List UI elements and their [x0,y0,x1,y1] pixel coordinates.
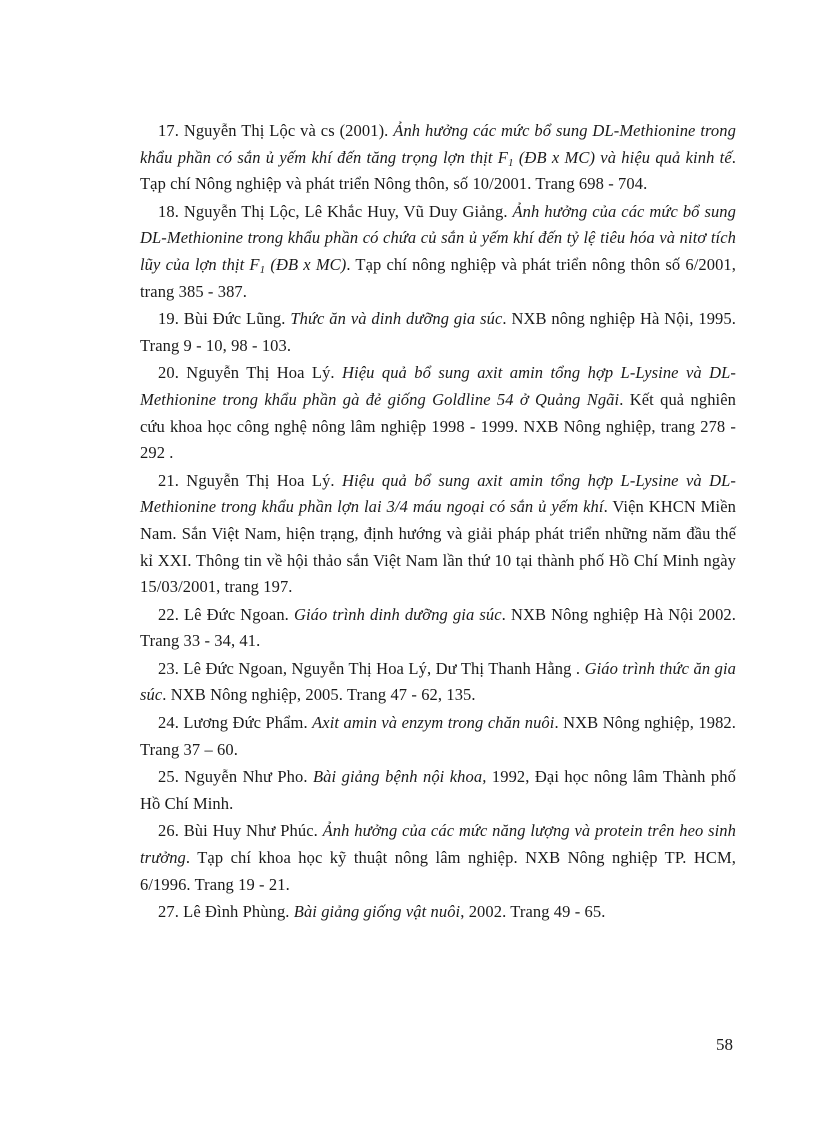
reference-authors: Lê Đức Ngoan, Nguyễn Thị Hoa Lý, Dư Thị Thanh Hằng . [183,658,581,678]
reference-title: Bài giảng bệnh nội khoa, [313,767,487,787]
reference-item-17 [140,118,736,198]
reference-authors: Lê Đình Phùng. [183,902,290,922]
reference-publication: , 2002. Trang 49 - 65. [460,902,606,922]
reference-item-27 [140,899,736,926]
reference-number: 18. [158,201,179,221]
reference-title: Giáo trình dinh dưỡng gia súc [293,604,502,624]
reference-number: 27. [158,902,179,922]
reference-authors: Lương Đức Phẩm. [183,713,308,733]
reference-number: 22. [158,604,179,624]
reference-publication: . Tạp chí nông nghiệp và phát triển nông thôn số 6/2001, trang 385 - 387. [140,254,736,301]
reference-item-25 [140,764,736,817]
reference-authors: Nguyễn Như Pho. [184,767,308,787]
reference-title: Hiệu quả bổ sung axit amin tổng hợp L-Lysine và DL-Methionine trong khẩu phần gà đẻ giống Goldline 54 ở Quảng Ngãi [140,363,736,409]
reference-list [140,118,736,927]
reference-title: Bài giảng giống vật nuôi [293,902,461,922]
reference-publication: . Kết quả nghiên cứu khoa học công nghệ nông lâm nghiệp 1998 - 1999. NXB Nông nghiệp, trang 278 - 292 . [140,389,737,463]
reference-authors: Nguyễn Thị Lộc và cs (2001). [183,121,389,140]
reference-item-18 [140,199,736,305]
reference-number: 26. [158,821,179,841]
reference-title: Axit amin và enzym trong chăn nuôi [312,713,555,733]
reference-authors: Nguyễn Thị Hoa Lý. [186,363,335,383]
reference-number: 19. [158,309,179,329]
reference-authors: Bùi Huy Như Phúc. [183,821,318,841]
reference-number: 25. [158,767,179,787]
reference-title: Thức ăn và dinh dưỡng gia súc [290,309,503,329]
reference-authors: Lê Đức Ngoan. [184,604,289,624]
reference-item-24 [140,710,736,763]
reference-number: 21. [158,470,179,490]
reference-title: Ảnh hưởng của các mức năng lượng và protein trên heo sinh trưởng [140,821,737,868]
reference-title: Ảnh hưởng của các mức bổ sung DL-Methionine trong khẩu phần có chứa củ sắn ủ yếm khí đến tỷ lệ tiêu hóa và nitơ tích lũy của lợn thịt $F_1$ (ĐB x MC) [140,201,737,276]
page-number: 58 [716,1035,733,1054]
reference-publication: . Tạp chí Nông nghiệp và phát triển Nông thôn, số 10/2001. Trang 698 - 704. [140,147,737,194]
reference-number: 20. [158,363,179,383]
reference-title: Ảnh hưởng các mức bổ sung DL-Methionine trong khẩu phần có sắn ủ yếm khí đến tăng trọng lợn thịt $F_1$ (ĐB x MC) và hiệu quả kinh tế [140,121,736,169]
reference-number: 24. [158,713,179,733]
reference-publication: . Viện KHCN Miền Nam. Sắn Việt Nam, hiện trạng, định hướng và giải pháp phát triển những năm đầu thế kỉ XXI. Thông tin về hội thảo sắn Việt Nam lần thứ 10 tại thành phố Hồ Chí Minh ngày 15/03/2001, trang 197. [140,497,737,597]
reference-item-23 [140,656,736,709]
reference-authors: Nguyễn Thị Hoa Lý. [186,470,335,490]
reference-publication: . NXB Nông nghiệp Hà Nội 2002. Trang 33 - 34, 41. [140,604,737,651]
reference-number: 17. [158,121,179,140]
reference-item-20 [140,360,736,466]
reference-publication: . Tạp chí khoa học kỹ thuật nông lâm nghiệp. NXB Nông nghiệp TP. HCM, 6/1996. Trang 19 - 21. [140,848,736,894]
subscript: 1 [507,156,514,169]
reference-number: 23. [158,658,179,678]
reference-authors: Bùi Đức Lũng. [183,309,286,329]
reference-title: Giáo trình thức ăn gia súc [140,658,737,705]
reference-item-26 [140,818,736,898]
reference-publication: . NXB Nông nghiệp, 1982. Trang 37 – 60. [140,713,736,759]
subscript: 1 [259,263,266,276]
reference-item-19 [140,306,736,359]
reference-item-21 [140,468,736,601]
reference-publication: . NXB Nông nghiệp, 2005. Trang 47 - 62, 135. [162,685,476,705]
reference-publication: 1992, Đại học nông lâm Thành phố Hồ Chí Minh. [140,767,736,813]
reference-title: Hiệu quả bổ sung axit amin tổng hợp L-Lysine và DL-Methionine trong khẩu phần lợn lai 3/4 máu ngoại có sắn ủ yếm khí [140,470,736,517]
reference-publication: . NXB nông nghiệp Hà Nội, 1995. Trang 9 - 10, 98 - 103. [140,309,736,355]
reference-authors: Nguyễn Thị Lộc, Lê Khắc Huy, Vũ Duy Giảng. [183,201,508,221]
reference-item-22 [140,602,736,655]
